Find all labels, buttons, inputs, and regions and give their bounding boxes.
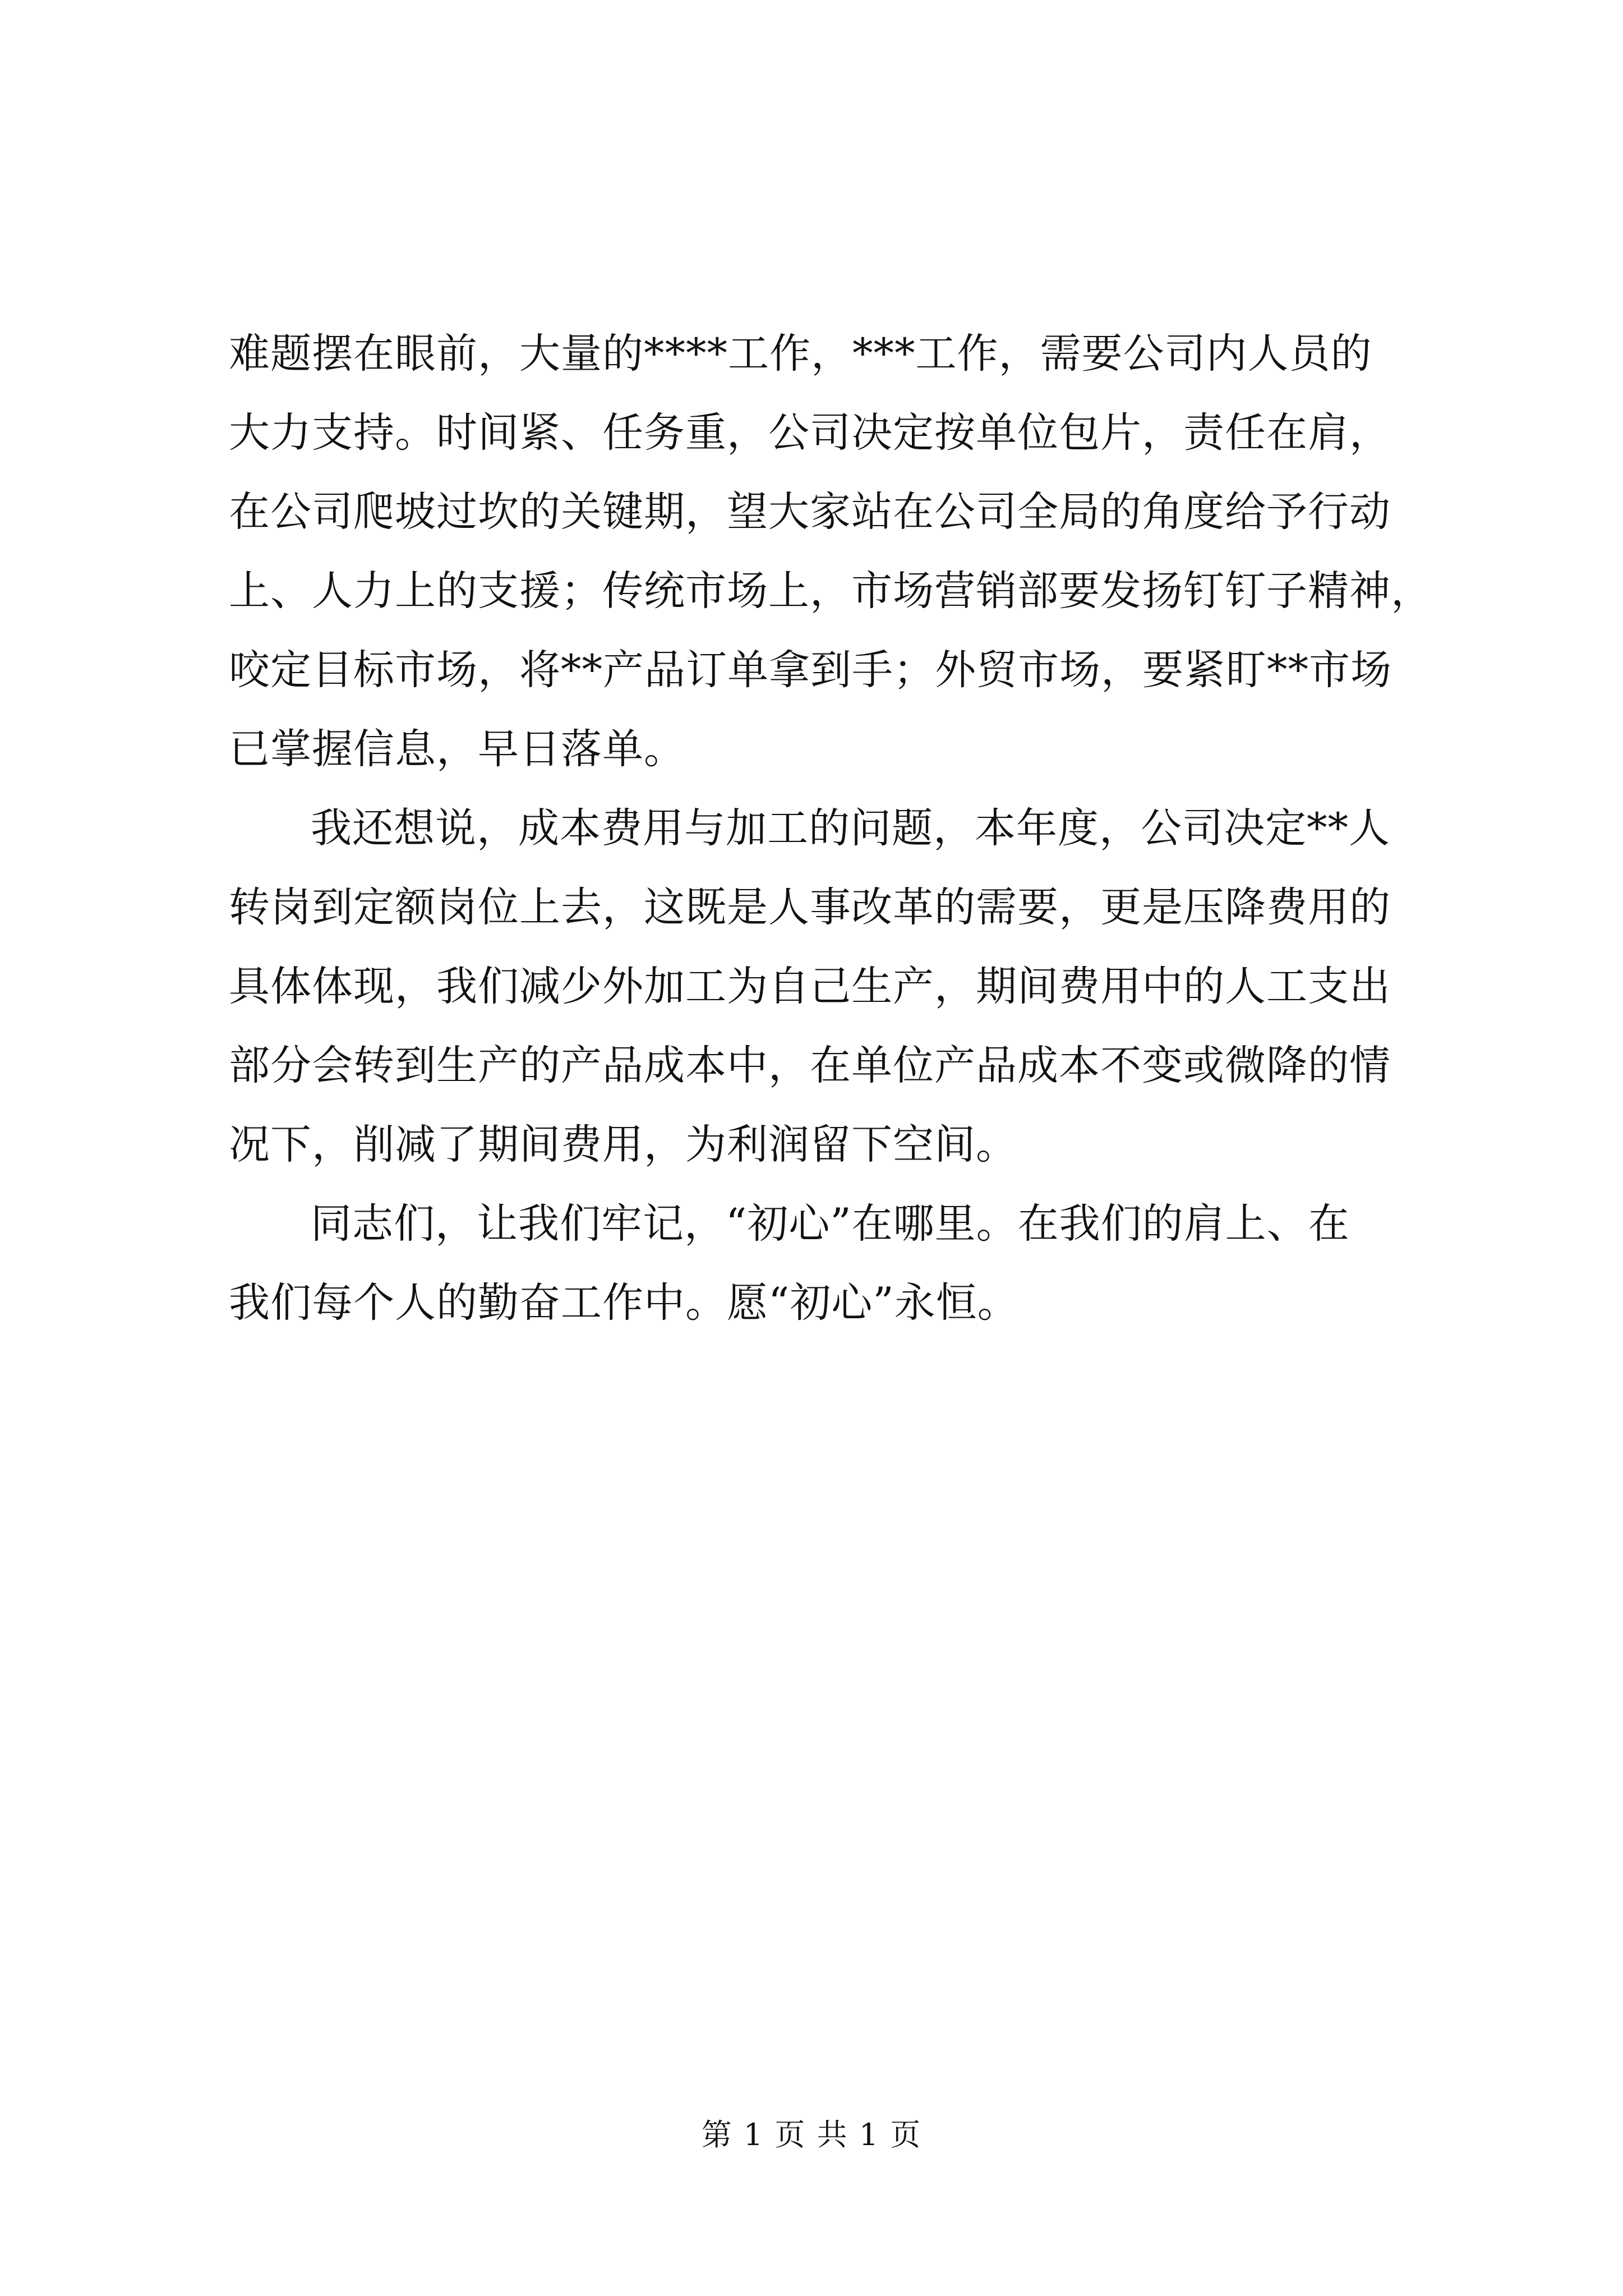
paragraph-line: 难题摆在眼前，大量的****工作，***工作，需要公司内人员的 [229,330,1372,378]
paragraph-line: 部分会转到生产的产品成本中，在单位产品成本不变或微降的情 [229,1042,1391,1089]
paragraph-line: 转岗到定额岗位上去，这既是人事改革的需要，更是压降费用的 [229,884,1391,931]
paragraph-line: 大力支持。时间紧、任务重，公司决定按单位包片，责任在肩， [229,409,1391,457]
paragraph-line: 我还想说，成本费用与加工的问题，本年度，公司决定**人 [311,804,1390,852]
paragraph-line: 上、人力上的支援；传统市场上，市场营销部要发扬钉钉子精神， [229,567,1432,615]
page-footer: 第 1 页 共 1 页 [701,2117,922,2152]
paragraph-line: 在公司爬坡过坎的关键期，望大家站在公司全局的角度给予行动 [229,488,1391,536]
paragraph-line: 况下，削减了期间费用，为利润留下空间。 [229,1121,1017,1168]
paragraph-line: 已掌握信息，早日落单。 [229,725,685,773]
document-body [229,314,1432,1342]
paragraph-line: 具体体现，我们减少外加工为自己生产，期间费用中的人工支出 [229,963,1391,1010]
paragraph-line: 我们每个人的勤奋工作中。愿“初心”永恒。 [229,1279,1019,1327]
paragraph-line: 同志们，让我们牢记，“初心”在哪里。在我们的肩上、在 [311,1200,1350,1248]
paragraph-line: 咬定目标市场，将**产品订单拿到手；外贸市场，要紧盯**市场 [229,646,1392,694]
